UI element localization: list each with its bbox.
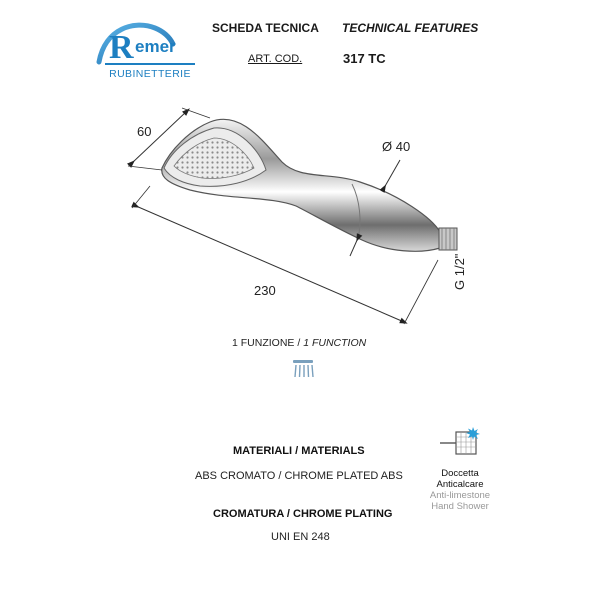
title-italian: SCHEDA TECNICA xyxy=(212,21,319,35)
badge-line2-it: Anticalcare xyxy=(436,479,484,490)
hand-shower-drawing xyxy=(162,119,457,251)
badge-line2-en: Hand Shower xyxy=(431,501,489,512)
art-code-label: ART. COD. xyxy=(248,53,303,65)
chrome-heading: CROMATURA / CHROME PLATING xyxy=(213,508,393,520)
badge-text xyxy=(420,468,500,512)
function-label xyxy=(232,337,366,349)
chrome-value: UNI EN 248 xyxy=(271,531,330,543)
function-label-en: 1 FUNCTION xyxy=(303,337,367,349)
anti-limestone-icon xyxy=(438,426,484,458)
length-label: 230 xyxy=(254,283,276,298)
thread-label: G 1/2" xyxy=(452,253,467,290)
art-code-value: 317 TC xyxy=(343,51,386,66)
function-label-it: 1 FUNZIONE / xyxy=(232,337,304,349)
title-english: TECHNICAL FEATURES xyxy=(342,21,479,35)
materials-value: ABS CROMATO / CHROME PLATED ABS xyxy=(195,470,403,482)
logo-initial: R xyxy=(109,29,134,66)
width-label: 60 xyxy=(137,124,152,139)
logo-subtitle: RUBINETTERIE xyxy=(109,68,191,80)
logo-name: emer xyxy=(135,37,176,56)
materials-heading: MATERIALI / MATERIALS xyxy=(233,445,365,457)
badge-line1-en: Anti-limestone xyxy=(429,490,491,501)
badge-line1-it: Doccetta xyxy=(441,468,479,479)
diameter-label: Ø 40 xyxy=(382,139,411,154)
shower-spray-icon xyxy=(291,359,315,379)
